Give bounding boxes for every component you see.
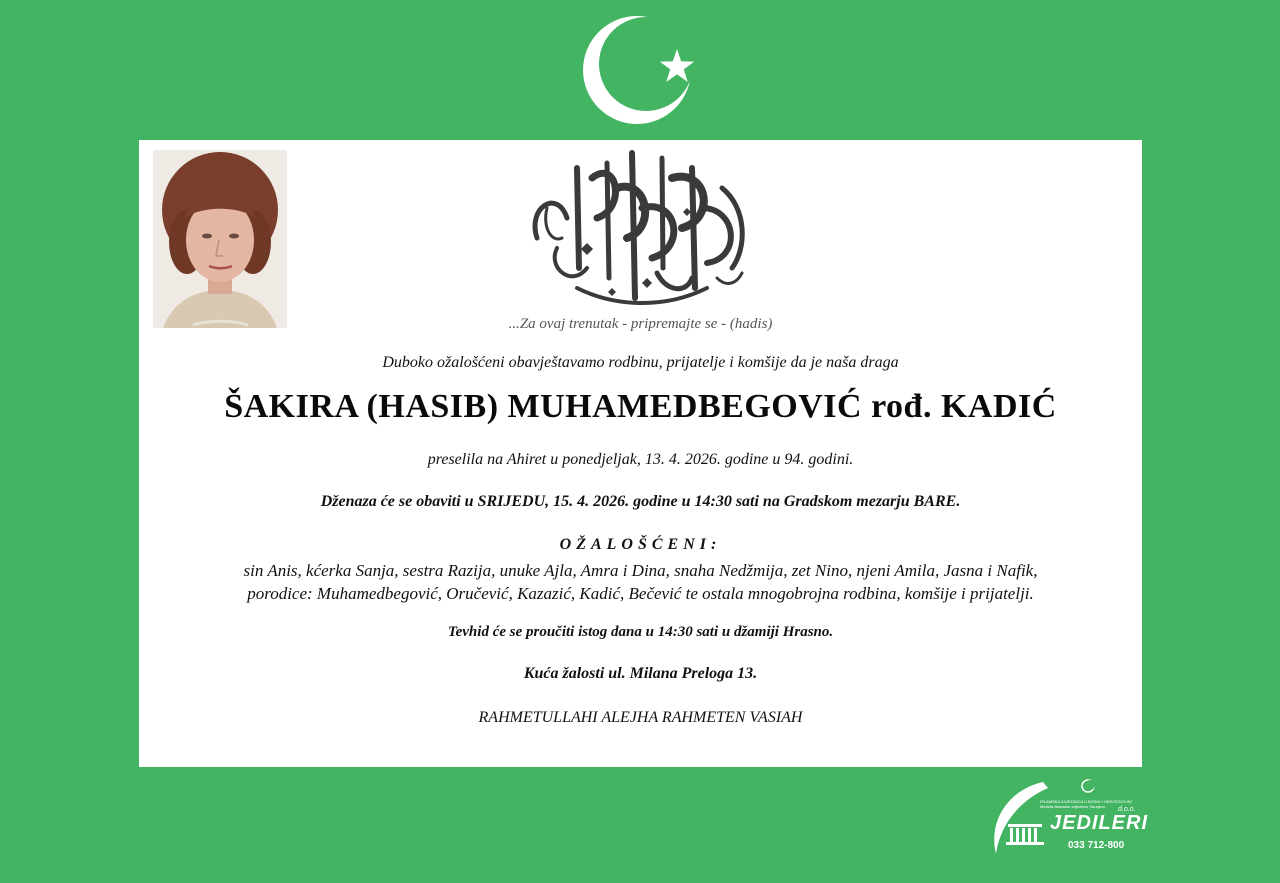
logo-phone: 033 712-800: [1068, 840, 1125, 851]
obituary-card: [139, 140, 1142, 767]
mourners-line-2: porodice: Muhamedbegović, Oručević, Kazazić, Kadić, Bečević te ostala mnogobrojna rodbina, komšije i prijatelji.: [247, 584, 1034, 603]
funeral-text: Dženaza će se obaviti u SRIJEDU, 15. 4. 2026. godine u 14:30 sati na Gradskom mezarju BARE.: [320, 493, 961, 510]
logo-doo: d.o.o.: [1118, 806, 1136, 813]
logo-subtitle: ISLAMSKA ZAJEDNICA U BOSNI I HERCEGOVINI Medžlis islamske zajednice Sarajevo: [1040, 799, 1132, 809]
portrait-photo: [153, 150, 287, 328]
hadith-quote: ...Za ovaj trenutak - pripremajte se - (hadis): [508, 316, 773, 332]
arabic-calligraphy-icon: [517, 148, 757, 318]
house-of-mourning-text: Kuća žalosti ul. Milana Preloga 13.: [523, 665, 758, 682]
mourners-title: OŽALOŠĆENI:: [559, 536, 722, 553]
tevhid-text: Tevhid će se proučiti istog dana u 14:30 sati u džamiji Hrasno.: [447, 624, 834, 640]
deceased-name: [139, 388, 1142, 426]
deceased-maiden-name: rođ. KADIĆ: [871, 388, 1057, 425]
crescent-star-icon: [580, 14, 704, 126]
logo-name: JEDILERI: [1050, 812, 1149, 834]
deceased-name-main: ŠAKIRA (HASIB) MUHAMEDBEGOVIĆ: [224, 388, 863, 425]
closing-prayer: RAHMETULLAHI ALEJHA RAHMETEN VASIAH: [478, 709, 803, 726]
intro-text: Duboko ožalošćeni obavještavamo rodbinu, prijatelje i komšije da je naša draga: [382, 354, 899, 371]
passing-text: preselila na Ahiret u ponedjeljak, 13. 4. 2026. godine u 94. godini.: [427, 451, 854, 468]
mourners-line-1: sin Anis, kćerka Sanja, sestra Razija, unuke Ajla, Amra i Dina, snaha Nedžmija, zet Nino, njeni Amila, Jasna i Nafik,: [243, 561, 1038, 580]
